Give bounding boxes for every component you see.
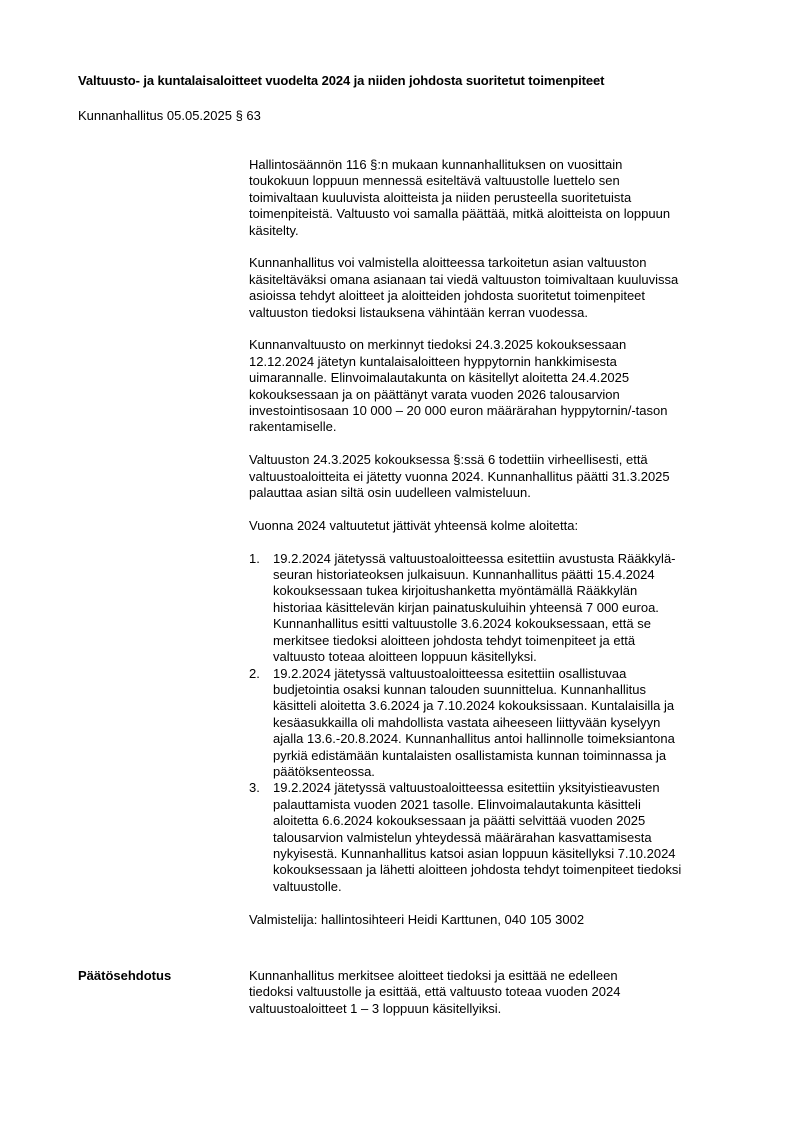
text-line: toimenpiteistä. Valtuusto voi samalla päättää, mitkä aloitteista on loppuun bbox=[249, 206, 671, 222]
text-line: seuran historiateoksen julkaisuun. Kunnanhallitus päätti 15.4.2024 bbox=[273, 567, 655, 583]
text-line: palauttamista vuoden 2021 tasolle. Elinvoimalautakunta käsitteli bbox=[273, 796, 641, 812]
text-line: Kunnanhallitus esitti valtuustolle 3.6.2024 kokouksessaan, että se bbox=[273, 616, 651, 632]
item-number: 3. bbox=[249, 780, 260, 796]
text-line: 19.2.2024 jätetyssä valtuustoaloitteessa esitettiin avustusta Rääkkylä- bbox=[273, 550, 676, 566]
text-line: kokouksessaan tukea kirjoitushanketta myöntämällä Rääkkylän bbox=[273, 583, 638, 599]
text-line: kesäasukkailla oli mahdollista vastata aiheeseen liittyvään kyselyyn bbox=[273, 714, 661, 730]
item-number: 2. bbox=[249, 665, 260, 681]
document-title: Valtuusto- ja kuntalaisaloitteet vuodelta 2024 ja niiden johdosta suoritetut toimenpiteet bbox=[78, 73, 605, 88]
text-line: Hallintosäännön 116 §:n mukaan kunnanhallituksen on vuosittain bbox=[249, 157, 623, 172]
proposal-text bbox=[249, 968, 739, 1017]
text-line: talousarvion valmistelun yhteydessä määrärahan kasvattamisesta bbox=[273, 829, 652, 845]
text-line: budjetointia osaksi kunnan talouden suunnittelua. Kunnanhallitus bbox=[273, 681, 646, 697]
text-line: 12.12.2024 jätetyn kuntalaisaloitteen hyppytornin hankkimisesta bbox=[249, 353, 617, 369]
text-line: kokouksessaan ja on päättänyt varata vuoden 2026 talousarvion bbox=[249, 386, 620, 402]
text-line: pyrkiä edistämään kuntalaisten osallistamista kunnan toiminnassa ja bbox=[273, 747, 667, 763]
paragraph-correction bbox=[249, 452, 739, 501]
text-line: investointisosaan 10 000 – 20 000 euron määrärahan hyppytornin/-tason bbox=[249, 403, 668, 419]
text-line: 19.2.2024 jätetyssä valtuustoaloitteessa esitettiin yksityistieavusten bbox=[273, 780, 660, 796]
text-line: valtuustoaloitteita ei jätetty vuonna 2024. Kunnanhallitus päätti 31.3.2025 bbox=[249, 468, 670, 484]
text-line: Valmistelija: hallintosihteeri Heidi Karttunen, 040 105 3002 bbox=[249, 911, 585, 927]
paragraph-preparation bbox=[249, 255, 739, 321]
text-line: valtuuston tiedoksi listauksena vähintään kerran vuodessa. bbox=[249, 304, 588, 320]
paragraph-citizen-initiative bbox=[249, 337, 739, 435]
text-line: rakentamiselle. bbox=[249, 419, 337, 435]
text-line: 19.2.2024 jätetyssä valtuustoaloitteessa esitettiin osallistuvaa bbox=[273, 665, 627, 681]
text-line: kokouksessaan ja lähetti aloitteen johdosta tehdyt toimenpiteet tiedoksi bbox=[273, 862, 682, 878]
initiative-item bbox=[249, 551, 739, 666]
item-number: 1. bbox=[249, 550, 260, 566]
text-line: Valtuuston 24.3.2025 kokouksessa §:ssä 6 todettiin virheellisesti, että bbox=[249, 452, 648, 468]
text-line: käsiteltäväksi omana asianaan tai viedä valtuuston toimivaltaan kuuluvissa bbox=[249, 271, 679, 287]
text-line: toukokuun loppuun mennessä esiteltävä valtuustolle luettelo sen bbox=[249, 173, 620, 189]
text-line: uimarannalle. Elinvoimalautakunta on käsitellyt aloitetta 24.4.2025 bbox=[249, 370, 630, 386]
text-line: käsitelty. bbox=[249, 222, 299, 238]
paragraph-intro bbox=[249, 157, 739, 239]
text-line: Kunnanhallitus merkitsee aloitteet tiedoksi ja esittää ne edelleen bbox=[249, 968, 618, 983]
text-line: Kunnanvaltuusto on merkinnyt tiedoksi 24.3.2025 kokouksessaan bbox=[249, 337, 627, 353]
text-line: käsitteli aloitetta 3.6.2024 ja 7.10.2024 kokouksissaan. Kuntalaisilla ja bbox=[273, 698, 675, 714]
text-line: aloitetta 6.6.2024 kokouksessaan ja päätti selvittää vuoden 2025 bbox=[273, 813, 646, 829]
text-line: päätöksenteossa. bbox=[273, 763, 375, 779]
paragraph-summary bbox=[249, 518, 739, 534]
text-line: ajalla 13.6.-20.8.2024. Kunnanhallitus antoi hallinnolle toimeksiantona bbox=[273, 731, 675, 747]
initiative-item bbox=[249, 780, 739, 895]
document-body bbox=[249, 157, 739, 944]
preparer-line bbox=[249, 912, 739, 928]
text-line: Vuonna 2024 valtuutetut jättivät yhteensä kolme aloitetta: bbox=[249, 517, 579, 533]
text-line: valtuustolle. bbox=[273, 878, 342, 894]
text-line: Kunnanhallitus voi valmistella aloitteessa tarkoitetun asian valtuuston bbox=[249, 255, 647, 271]
text-line: valtuustoaloitteet 1 – 3 loppuun käsitellyiksi. bbox=[249, 1000, 502, 1016]
proposal-label: Päätösehdotus bbox=[78, 968, 172, 983]
meeting-reference: Kunnanhallitus 05.05.2025 § 63 bbox=[78, 108, 261, 123]
text-line: palauttaa asian siltä osin uudelleen valmisteluun. bbox=[249, 485, 531, 501]
text-line: toimivaltaan kuuluvista aloitteista ja niiden perusteella suoritetuista bbox=[249, 189, 632, 205]
initiative-list bbox=[249, 551, 739, 896]
text-line: merkitsee tiedoksi aloitteen johdosta tehdyt toimenpiteet ja että bbox=[273, 632, 636, 648]
text-line: asioissa tehdyt aloitteet ja aloitteiden johdosta suoritetut toimenpiteet bbox=[249, 288, 646, 304]
text-line: historiaa käsittelevän kirjan painatuskuluihin yhteensä 7 000 euroa. bbox=[273, 599, 659, 615]
text-line: nykyisestä. Kunnanhallitus katsoi asian loppuun käsitellyksi 7.10.2024 bbox=[273, 845, 676, 861]
initiative-item bbox=[249, 666, 739, 781]
text-line: tiedoksi valtuustolle ja esittää, että valtuusto toteaa vuoden 2024 bbox=[249, 984, 621, 1000]
text-line: valtuusto toteaa aloitteen loppuun käsitellyksi. bbox=[273, 649, 537, 665]
